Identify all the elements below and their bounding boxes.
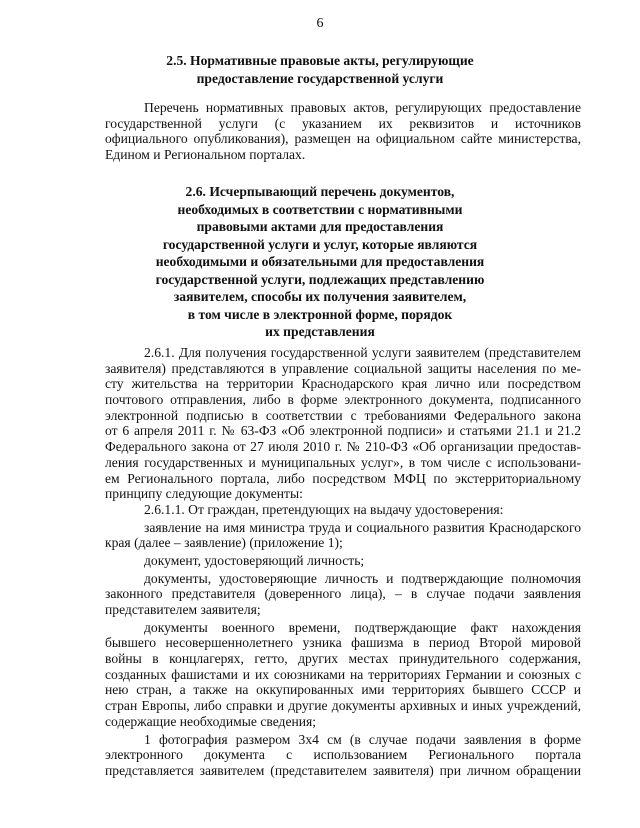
list-item-photo xyxy=(105,732,581,779)
text-line: документ, удостоверяющий личность; xyxy=(144,552,365,568)
list-item-wartime-documents xyxy=(105,620,581,730)
text-line: Федерального закона от 27 июля 2010 г. № 210-ФЗ «Об организации предостав- xyxy=(105,439,581,455)
text-line: принципу следующие документы: xyxy=(105,486,303,502)
heading-line: заявителем, способы их получения заявителем, xyxy=(173,289,467,304)
text-line: ем Регионального портала, либо посредством МФЦ по экстерриториальному xyxy=(105,470,581,486)
text-line: почтового отправления, либо в форме электронного документа, подписанного xyxy=(105,392,581,408)
heading-line: 2.5. Нормативные правовые акты, регулирующие xyxy=(166,53,474,68)
heading-line: государственной услуги, подлежащих представлению xyxy=(155,271,485,287)
text-line: представляется заявителем (представителем заявителя) при личном обращении xyxy=(105,762,581,778)
text-line: законного представителя (доверенного лица), – в случае подачи заявления xyxy=(105,586,581,602)
text-line: представителем заявителя; xyxy=(105,602,261,617)
section-2-5-heading xyxy=(0,52,640,87)
heading-line: предоставление государственной услуги xyxy=(196,70,444,86)
text-line: документы военного времени, подтверждающие факт нахождения xyxy=(144,619,581,635)
list-item-identity-document xyxy=(105,553,581,569)
heading-line: их представления xyxy=(265,324,375,339)
heading-line: необходимых в соответствии с нормативными xyxy=(177,201,463,217)
text-line: электронного документа с использованием Регионального портала xyxy=(105,747,581,763)
text-line: Перечень нормативных правовых актов, регулирующих предоставление xyxy=(144,100,581,115)
paragraph-2-6-1 xyxy=(105,345,581,502)
paragraph-2-6-1-1 xyxy=(105,502,581,518)
text-line: сту жительства на территории Краснодарского края лично или посредством xyxy=(105,376,581,392)
heading-line: правовыми актами для предоставления xyxy=(196,219,444,234)
text-line: заявителя) представляются в управление социальной защиты населения по ме- xyxy=(105,360,581,376)
text-line: 2.6.1. Для получения государственной услуги заявителем (представителем xyxy=(144,345,581,360)
heading-line: государственной услуги и услуг, которые являются xyxy=(162,236,478,252)
text-line: стран Европы, либо справки и другие документы архивных и иных учреждений, xyxy=(105,698,581,714)
text-line: электронной подписью в соответствии с требованиями Федерального закона xyxy=(105,407,581,423)
text-line: созданных фашистами и их союзниками на территориях Германии и союзных с xyxy=(105,666,581,682)
list-item-representative-documents xyxy=(105,571,581,618)
text-line: бывшего несовершеннолетнего узника фашизма в период Второй мировой xyxy=(105,635,581,651)
heading-line: 2.6. Исчерпывающий перечень документов, xyxy=(185,184,455,199)
heading-line: в том числе в электронной форме, порядок xyxy=(187,306,453,322)
heading-line: необходимыми и обязательными для предоставления xyxy=(155,254,485,269)
list-item-application xyxy=(105,520,581,551)
text-line: 1 фотография размером 3х4 см (в случае подачи заявления в форме xyxy=(144,731,581,747)
text-line: края (далее – заявление) (приложение 1); xyxy=(105,535,343,551)
text-line: государственной услуги (с указанием их реквизитов и источников xyxy=(105,115,581,131)
page-number: 6 xyxy=(316,16,324,31)
text-line: от 6 апреля 2011 г. № 63-ФЗ «Об электронной подписи» и статьями 21.1 и 21.2 xyxy=(105,423,581,439)
section-2-5-paragraph xyxy=(105,100,581,163)
section-2-6-heading xyxy=(0,183,640,341)
text-line: документы, удостоверяющие личность и подтверждающие полномочия xyxy=(144,570,581,586)
text-line: ления государственных и муниципальных услуг», в том числе с использовани- xyxy=(105,454,581,470)
section-2-6-body xyxy=(105,345,581,779)
text-line: 2.6.1.1. От граждан, претендующих на выдачу удостоверения: xyxy=(144,501,504,517)
text-line: содержащие необходимые сведения; xyxy=(105,713,317,729)
text-line: нею стран, а также на оккупированных ими территориях бывшего СССР и xyxy=(105,682,581,698)
text-line: Едином и Региональном порталах. xyxy=(105,147,306,163)
text-line: официального опубликования), размещен на официальном сайте министерства, xyxy=(105,131,581,147)
text-line: заявление на имя министра труда и социального развития Краснодарского xyxy=(144,519,581,535)
text-line: войны в концлагерях, гетто, других местах принудительного содержания, xyxy=(105,651,581,667)
